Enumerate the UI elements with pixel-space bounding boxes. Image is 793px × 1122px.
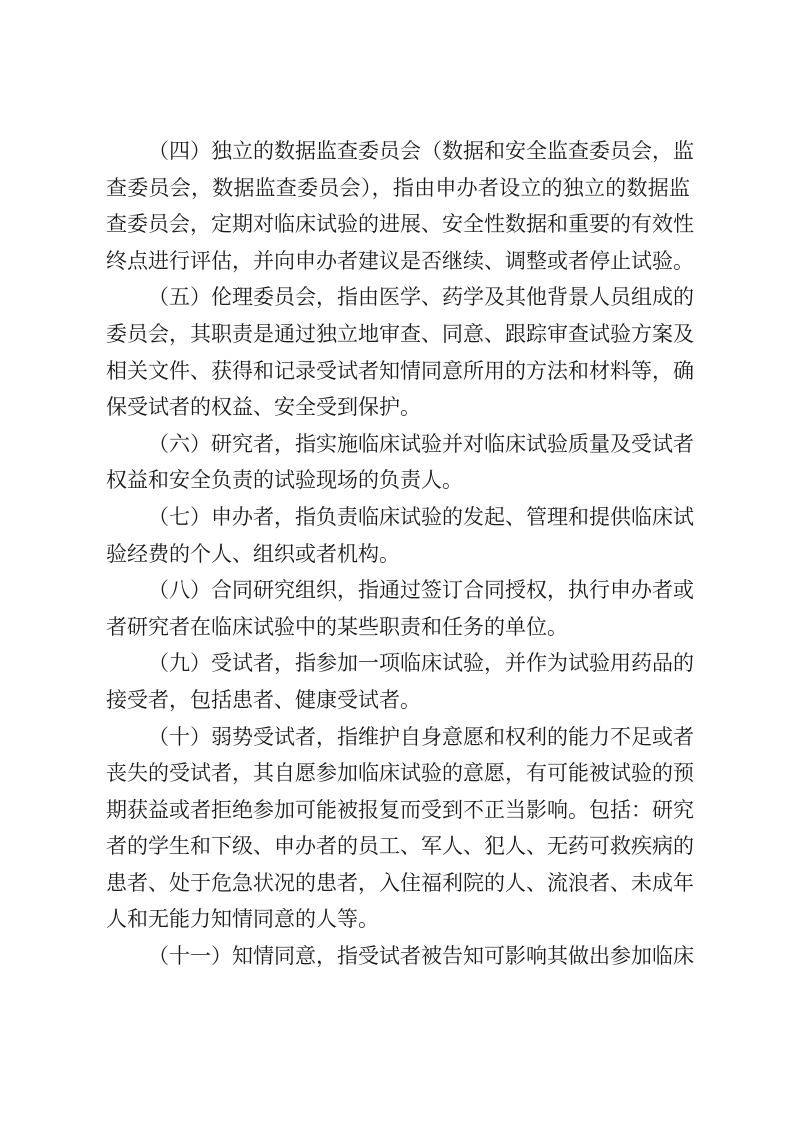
text-line: 查委员会，数据监查委员会），指由申办者设立的独立的数据监 (106, 175, 690, 200)
text-line: 相关文件、获得和记录受试者知情同意所用的方法和材料等，确 (106, 358, 694, 383)
text-line: 权益和安全负责的试验现场的负责人。 (106, 468, 463, 493)
paragraph-informed-consent (106, 938, 694, 975)
text-line: 委员会，其职责是通过独立地审查、同意、跟踪审查试验方案及 (106, 321, 694, 346)
text-line: 终点进行评估，并向申办者建议是否继续、调整或者停止试验。 (106, 248, 694, 273)
text-line: （八）合同研究组织，指通过签订合同授权，执行申办者或 (148, 578, 694, 603)
text-line: 人和无能力知情同意的人等。 (106, 907, 379, 932)
text-line: 丧失的受试者，其自愿参加临床试验的意愿，有可能被试验的预 (106, 761, 694, 786)
document-body (106, 133, 694, 975)
text-line: （十）弱势受试者，指维护自身意愿和权利的能力不足或者 (148, 724, 694, 749)
text-line: 验经费的个人、组织或者机构。 (106, 541, 400, 566)
text-line: （九）受试者，指参加一项临床试验，并作为试验用药品的 (148, 651, 694, 676)
text-line: 查委员会，定期对临床试验的进展、安全性数据和重要的有效性 (106, 212, 694, 237)
paragraph-subject (106, 645, 694, 718)
paragraph-vulnerable-subject (106, 719, 694, 939)
text-line: （十一）知情同意，指受试者被告知可影响其做出参加临床 (148, 944, 694, 969)
text-line: （四）独立的数据监查委员会（数据和安全监查委员会，监 (148, 139, 694, 163)
paragraph-data-monitoring-committee (106, 133, 694, 279)
text-line: （五）伦理委员会，指由医学、药学及其他背景人员组成的 (148, 285, 694, 310)
text-line: （七）申办者，指负责临床试验的发起、管理和提供临床试 (148, 504, 694, 529)
paragraph-cro (106, 572, 694, 645)
text-line: 者研究者在临床试验中的某些职责和任务的单位。 (106, 614, 568, 639)
text-line: 者的学生和下级、申办者的员工、军人、犯人、无药可救疾病的 (106, 834, 694, 859)
text-line: 患者、处于危急状况的患者，入住福利院的人、流浪者、未成年 (106, 870, 694, 895)
text-line: （六）研究者，指实施临床试验并对临床试验质量及受试者 (148, 431, 694, 456)
paragraph-sponsor (106, 499, 694, 572)
paragraph-ethics-committee (106, 279, 694, 425)
text-line: 接受者，包括患者、健康受试者。 (106, 687, 421, 712)
paragraph-investigator (106, 426, 694, 499)
text-line: 保受试者的权益、安全受到保护。 (106, 395, 421, 420)
text-line: 期获益或者拒绝参加可能被报复而受到不正当影响。包括：研究 (106, 797, 694, 822)
